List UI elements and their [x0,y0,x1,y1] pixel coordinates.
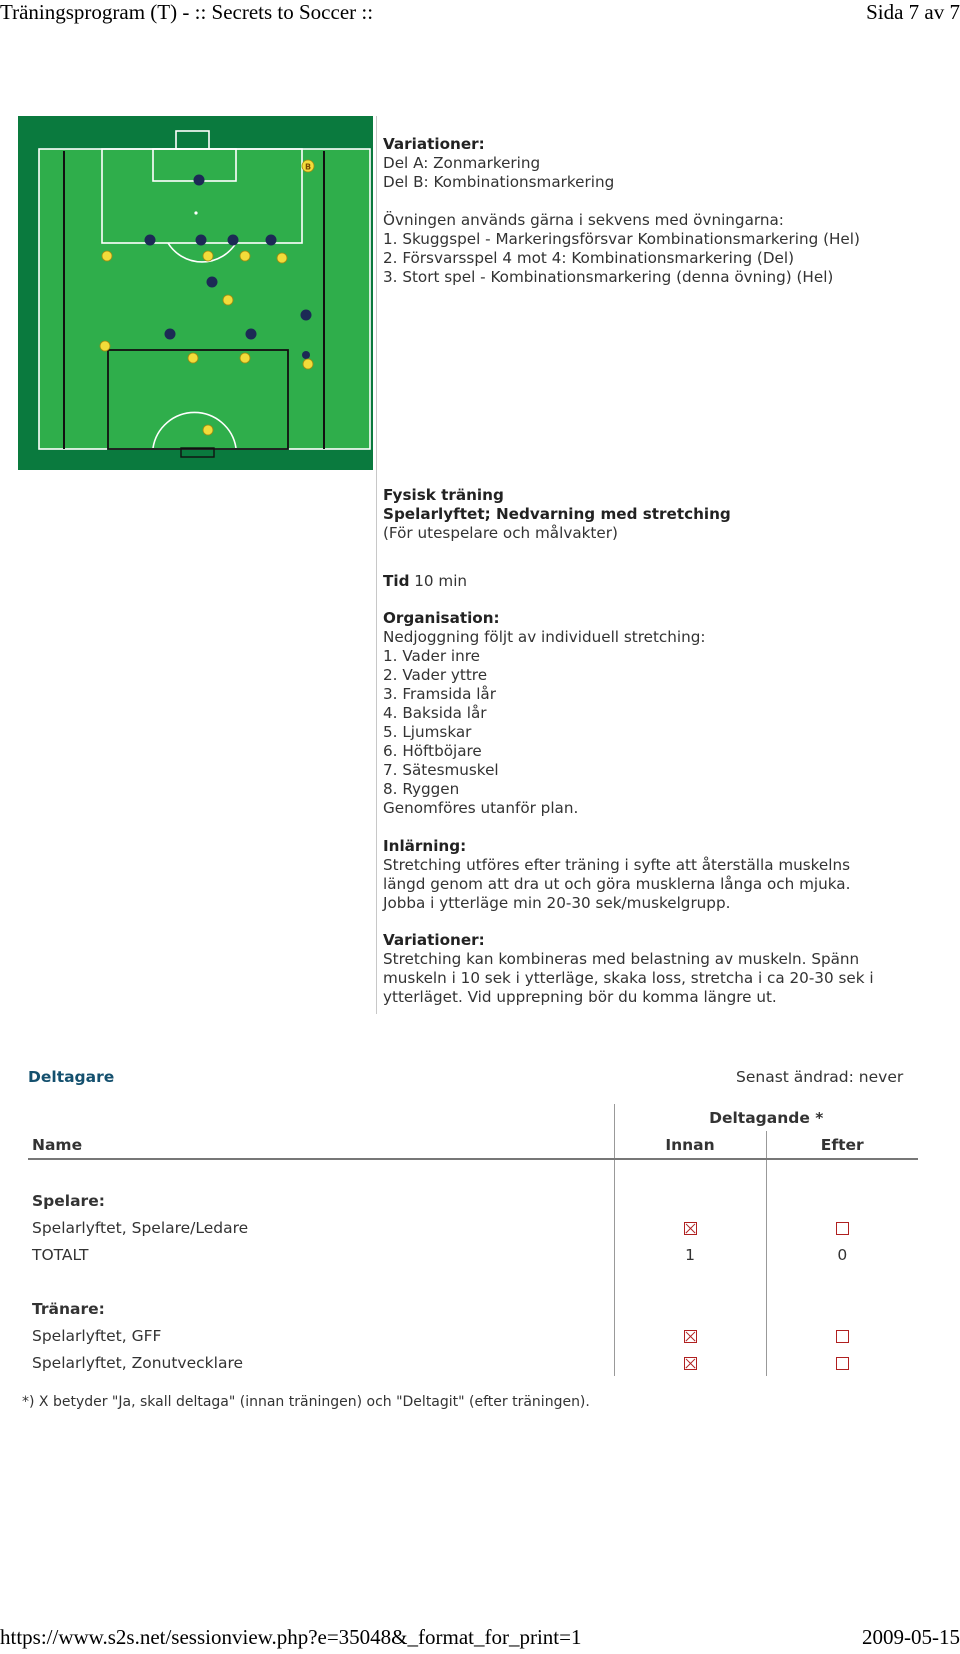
unchecked-box-icon[interactable] [836,1330,849,1343]
drill-category: Fysisk träning [383,486,504,504]
drill-subtitle: (För utespelare och målvakter) [383,524,618,542]
org-line: 2. Vader yttre [383,666,488,684]
unchecked-box-icon[interactable] [836,1222,849,1235]
time-label: Tid [383,572,410,590]
drill-title: Spelarlyftet; Nedvarning med stretching [383,505,731,523]
unchecked-box-icon[interactable] [836,1357,849,1370]
drill-time [383,572,467,591]
participants-title: Deltagare [28,1068,115,1086]
print-date: 2009-05-15 [862,1625,960,1649]
coaches-heading-row [28,1295,918,1322]
col-after: Efter [766,1131,918,1159]
variations-heading: Variationer: [383,931,485,949]
table-row [28,1349,918,1376]
last-changed: Senast ändrad: never [736,1068,904,1086]
learning-heading: Inlärning: [383,837,467,855]
learning-line: Jobba i ytterläge min 20-30 sek/muskelgrupp. [383,894,731,912]
variation-line: Stretching kan kombineras med belastning av muskeln. Spänn [383,950,860,968]
sequence-item: 1. Skuggspel - Markeringsförsvar Kombinationsmarkering (Hel) [383,230,860,248]
sequence-intro: Övningen används gärna i sekvens med övningarna: [383,211,784,229]
total-label: TOTALT [32,1245,89,1264]
learning-line: längd genom att dra ut och göra musklerna långa och mjuka. [383,875,851,893]
sequence-item: 3. Stort spel - Kombinationsmarkering (denna övning) (Hel) [383,268,834,286]
table-row [28,1214,918,1241]
org-line: 3. Framsida lår [383,685,496,703]
page-url: https://www.s2s.net/sessionview.php?e=35048&_format_for_print=1 [0,1625,582,1649]
org-line: 5. Ljumskar [383,723,472,741]
field-grass [39,149,370,449]
ball-label: B [304,162,312,172]
soccer-field-diagram [18,116,373,470]
checked-box-icon[interactable] [684,1222,697,1235]
variations-top [383,135,860,287]
col-name: Name [28,1131,614,1159]
participants-table [28,1104,918,1376]
time-value: 10 min [414,572,468,590]
col-group-label: Deltagande * [614,1104,918,1131]
org-line: 1. Vader inre [383,647,480,665]
variations-section [383,931,874,1007]
document-title: Träningsprogram (T) - :: Secrets to Soccer :: [0,0,374,24]
coaches-heading: Tränare: [32,1299,105,1318]
table-row [28,1322,918,1349]
checked-box-icon[interactable] [684,1330,697,1343]
org-line: 4. Baksida lår [383,704,487,722]
variation-line: ytterläget. Vid upprepning bör du komma längre ut. [383,988,777,1006]
variation-line: Del B: Kombinationsmarkering [383,173,615,191]
page-number: Sida 7 av 7 [866,0,960,24]
org-line: Nedjoggning följt av individuell stretching: [383,628,706,646]
col-before: Innan [614,1131,766,1159]
learning-line: Stretching utföres efter träning i syfte att återställa muskelns [383,856,851,874]
checked-box-icon[interactable] [684,1357,697,1370]
penalty-spot [194,211,197,214]
org-line: 8. Ryggen [383,780,460,798]
learning-section [383,837,850,913]
footnote: *) X betyder "Ja, skall deltaga" (innan träningen) och "Deltagit" (efter träningen). [22,1394,590,1410]
participant-name: Spelarlyftet, Spelare/Ledare [32,1218,249,1237]
sequence-item: 2. Försvarsspel 4 mot 4: Kombinationsmarkering (Del) [383,249,795,267]
organisation-section [383,609,706,818]
org-line: Genomföres utanför plan. [383,799,579,817]
total-row [28,1241,918,1268]
variations-heading: Variationer: [383,135,485,153]
variation-line: Del A: Zonmarkering [383,154,541,172]
table-header-row [28,1131,918,1159]
participant-name: Spelarlyftet, GFF [32,1326,162,1345]
total-before: 1 [614,1241,766,1268]
org-line: 6. Höftböjare [383,742,482,760]
organisation-heading: Organisation: [383,609,500,627]
content-divider [376,116,377,1014]
variation-line: muskeln i 10 sek i ytterläge, skaka loss, stretcha i ca 20-30 sek i [383,969,874,987]
page-header [0,0,960,32]
drill-header [383,486,731,543]
participant-name: Spelarlyftet, Zonutvecklare [32,1353,244,1372]
page-footer [0,1625,960,1653]
table-group-header [28,1104,918,1131]
players-heading: Spelare: [32,1191,105,1210]
org-line: 7. Sätesmuskel [383,761,499,779]
total-after: 0 [766,1241,918,1268]
players-heading-row [28,1187,918,1214]
